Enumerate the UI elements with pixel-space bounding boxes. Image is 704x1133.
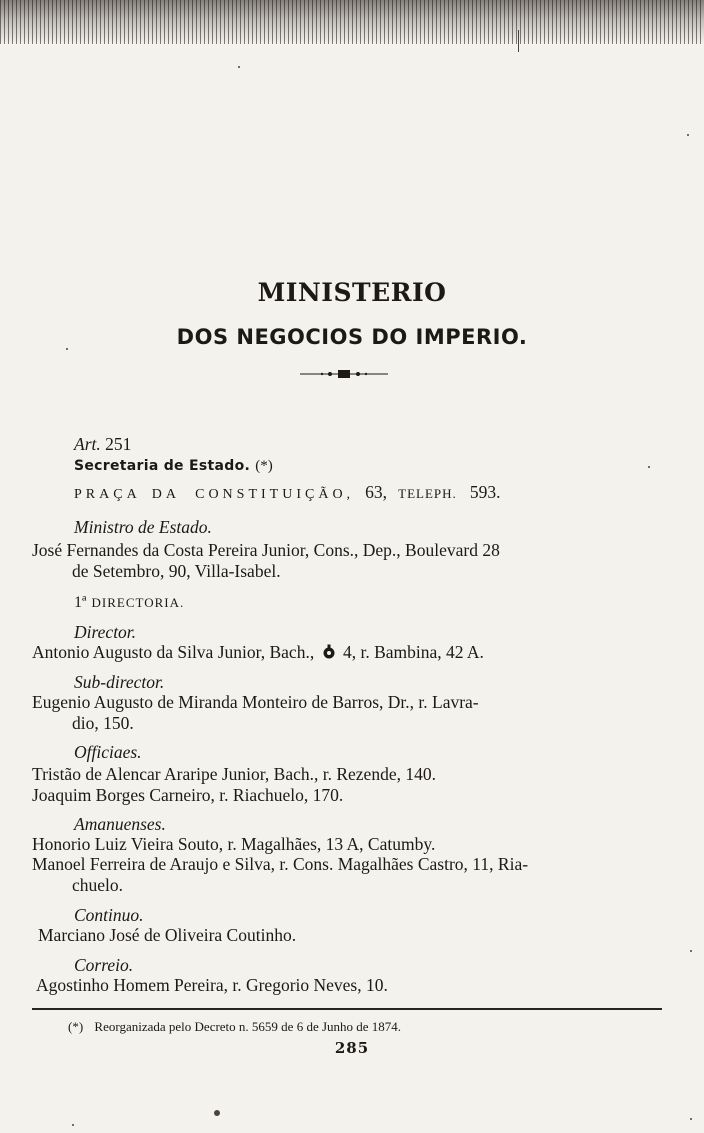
subdirector-heading: Sub-director. [74, 672, 165, 692]
ministro-line: de Setembro, 90, Villa-Isabel. [72, 561, 281, 581]
section-heading [74, 455, 273, 475]
scan-speck [72, 1124, 74, 1126]
scan-speck [66, 348, 68, 350]
ministro-heading: Ministro de Estado. [74, 517, 212, 537]
director-address: 4, r. Bambina, 42 A. [342, 642, 484, 662]
scan-speck [518, 30, 519, 52]
amanuenses-line: Manoel Ferreira de Araujo e Silva, r. Cons. Magalhães Castro, 11, Ria- [32, 854, 529, 874]
subdirector-line: dio, 150. [72, 713, 134, 733]
officiaes-line: Tristão de Alencar Araripe Junior, Bach., r. Rezende, 140. [32, 764, 436, 784]
officiaes-line: Joaquim Borges Carneiro, r. Riachuelo, 170. [32, 785, 344, 805]
ornamental-dash-icon [300, 368, 388, 380]
address-word: PRAÇA [74, 487, 141, 502]
officiaes-heading: Officiaes. [74, 742, 142, 762]
scan-speck [687, 134, 689, 136]
address-word: DA [151, 487, 181, 502]
footnote-mark: (*) [68, 1019, 84, 1034]
amanuenses-line: Honorio Luiz Vieira Souto, r. Magalhães, 13 A, Catumby. [32, 834, 436, 854]
article-number: 251 [105, 434, 132, 454]
phone-number: 593. [469, 482, 501, 502]
page-number: 285 [334, 1039, 370, 1057]
article-prefix: Art. [74, 434, 101, 454]
page-subtitle: DOS NEGOCIOS DO IMPERIO. [176, 325, 528, 349]
page-title: MINISTERIO [257, 278, 447, 307]
scan-speck [238, 66, 240, 68]
scan-edge-band [0, 0, 704, 44]
scan-speck [690, 950, 692, 952]
article-label [74, 434, 131, 455]
subdirector-line: Eugenio Augusto de Miranda Monteiro de Barros, Dr., r. Lavra- [32, 692, 479, 712]
director-name: Antonio Augusto da Silva Junior, Bach., [32, 642, 315, 662]
phone-label: TELEPH. [398, 486, 457, 501]
amanuenses-heading: Amanuenses. [74, 814, 166, 834]
amanuenses-line: chuelo. [72, 875, 124, 895]
address-word: CONSTITUIÇÃO, [195, 487, 355, 502]
directoria-label: DIRECTORIA. [91, 595, 185, 610]
director-line [32, 642, 484, 663]
section-address [74, 482, 500, 503]
directoria-ordinal: 1ª [74, 594, 87, 611]
correio-heading: Correio. [74, 955, 134, 975]
footnote-rule [32, 1008, 662, 1010]
scan-speck [690, 1118, 692, 1120]
section-title: Secretaria de Estado. [74, 458, 251, 474]
scan-speck [214, 1110, 220, 1116]
correio-line: Agostinho Homem Pereira, r. Gregorio Neves, 10. [36, 975, 388, 995]
directoria-heading [74, 592, 184, 612]
ministro-line: José Fernandes da Costa Pereira Junior, Cons., Dep., Boulevard 28 [32, 540, 500, 560]
scan-speck [648, 466, 650, 468]
footnote [68, 1019, 401, 1035]
director-heading: Director. [74, 622, 137, 642]
footnote-ref: (*) [255, 458, 273, 474]
address-number: 63, [365, 482, 388, 502]
order-of-the-rose-icon [321, 644, 337, 660]
footnote-text: Reorganizada pelo Decreto n. 5659 de 6 de Junho de 1874. [94, 1019, 402, 1034]
continuo-line: Marciano José de Oliveira Coutinho. [38, 925, 297, 945]
continuo-heading: Continuo. [74, 905, 144, 925]
